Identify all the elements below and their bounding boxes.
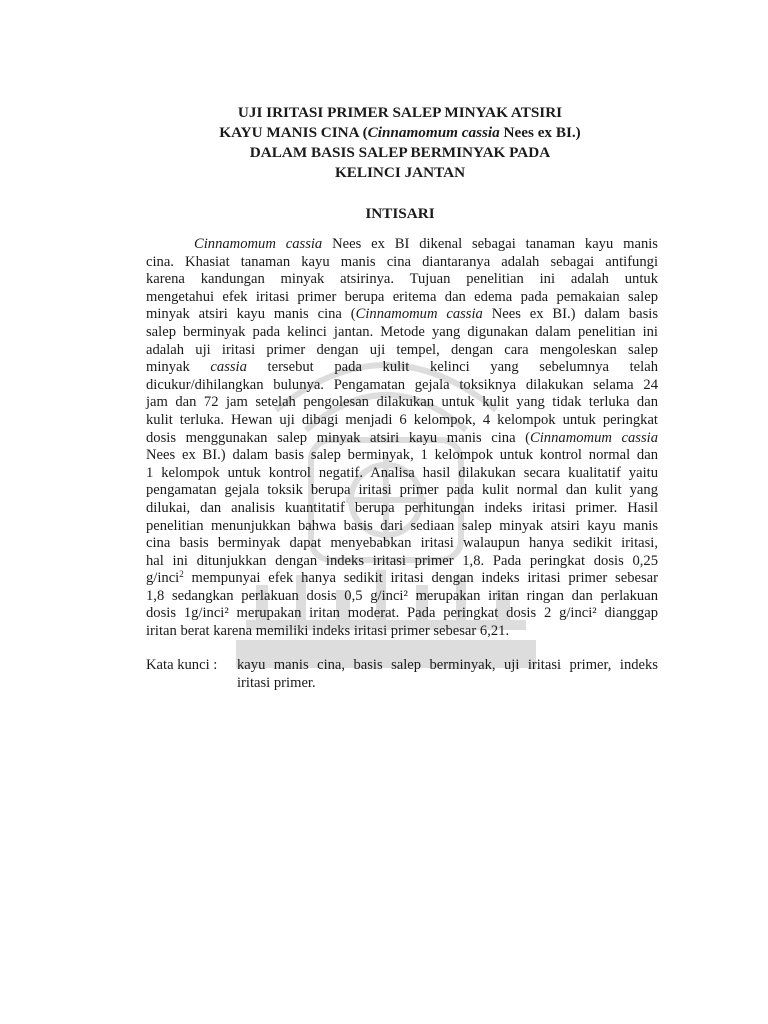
abstract-line: dosis 1g/inci² merupakan iritan moderat. Pada peringkat dosis 2 g/inci² dianggap — [146, 605, 658, 622]
abstract-line: minyak cassia tersebut pada kulit kelinci yang sebelumnya telah — [146, 359, 658, 376]
keywords-text — [237, 657, 658, 692]
abstract-line: Cinnamomum cassia Nees ex BI dikenal sebagai tanaman kayu manis — [194, 236, 658, 252]
abstract-line: adalah uji iritasi primer dengan uji tempel, dengan cara mengoleskan salep — [146, 341, 658, 358]
abstract-line: penelitian menunjukkan bahwa basis dari sediaan salep minyak atsiri kayu manis — [146, 517, 658, 534]
abstract-line: salep berminyak pada kelinci jantan. Metode yang digunakan dalam penelitian ini — [146, 323, 658, 340]
abstract-line: dosis menggunakan salep minyak atsiri kayu manis cina (Cinnamomum cassia — [146, 429, 658, 446]
abstract-line: dilukai, dan analisis kuantitatif berupa perhitungan indeks iritasi primer. Hasil — [146, 499, 658, 516]
abstract-line: minyak atsiri kayu manis cina (Cinnamomum cassia Nees ex BI.) dalam basis — [146, 306, 658, 323]
abstract-line: hal ini ditunjukkan dengan indeks iritasi primer 1,8. Pada peringkat dosis 0,25 — [146, 552, 658, 569]
abstract-line: 1 kelompok untuk kontrol negatif. Analisa hasil dilakukan secara kualitatif yaitu — [146, 464, 658, 481]
abstract-line: dicukur/dihilangkan bulunya. Pengamatan gejala toksiknya dilakukan selama 24 — [146, 376, 658, 393]
abstract-line: kulit terluka. Hewan uji dibagi menjadi 6 kelompok, 4 kelompok untuk peringkat — [146, 411, 658, 428]
keywords-line: iritasi primer. — [237, 674, 316, 691]
title-line-3: DALAM BASIS SALEP BERMINYAK PADA — [249, 144, 551, 161]
abstract-line: iritan berat karena memiliki indeks iritasi primer sebesar 6,21. — [146, 623, 510, 640]
abstract-line: jam dan 72 jam setelah pengolesan dilakukan untuk kulit yang tidak terluka dan — [146, 394, 658, 411]
abstract-line: g/inci$^2$ mempunyai efek hanya sedikit iritasi dengan indeks iritasi primer sebesar — [146, 569, 658, 587]
abstract-line: 1,8 sedangkan perlakuan dosis 0,5 g/inci² merupakan iritan ringan dan perlakuan — [146, 587, 658, 604]
section-heading-intisari: INTISARI — [365, 205, 435, 222]
abstract-line: mengetahui efek iritasi primer berupa eritema dan edema pada pemakaian salep — [146, 288, 658, 305]
abstract-line: pengamatan gejala toksik berupa iritasi primer pada kulit normal dan kulit yang — [146, 482, 658, 499]
abstract-line: cina. Khasiat tanaman kayu manis cina diantaranya adalah sebagai antifungi — [146, 253, 658, 270]
species-name-italic: Cinnamomum cassia — [367, 124, 500, 141]
keywords-line: kayu manis cina, basis salep berminyak, uji iritasi primer, indeks — [237, 657, 658, 673]
abstract-line: karena kandungan minyak atsirinya. Tujuan penelitian ini adalah untuk — [146, 271, 658, 288]
title-line-2: KAYU MANIS CINA (Cinnamomum cassia Nees ex BI.) — [219, 124, 581, 141]
abstract-line: Nees ex BI.) dalam basis salep berminyak, 1 kelompok untuk kontrol normal dan — [146, 447, 658, 464]
title-line-4: KELINCI JANTAN — [334, 164, 466, 181]
paper-title — [120, 103, 680, 183]
abstract-line: cina basis berminyak dapat menyebabkan iritasi walaupun hanya sedikit iritasi, — [146, 535, 658, 552]
abstract-body — [146, 236, 658, 641]
title-line-1: UJI IRITASI PRIMER SALEP MINYAK ATSIRI — [237, 104, 563, 121]
keywords-label: Kata kunci : — [146, 657, 218, 673]
